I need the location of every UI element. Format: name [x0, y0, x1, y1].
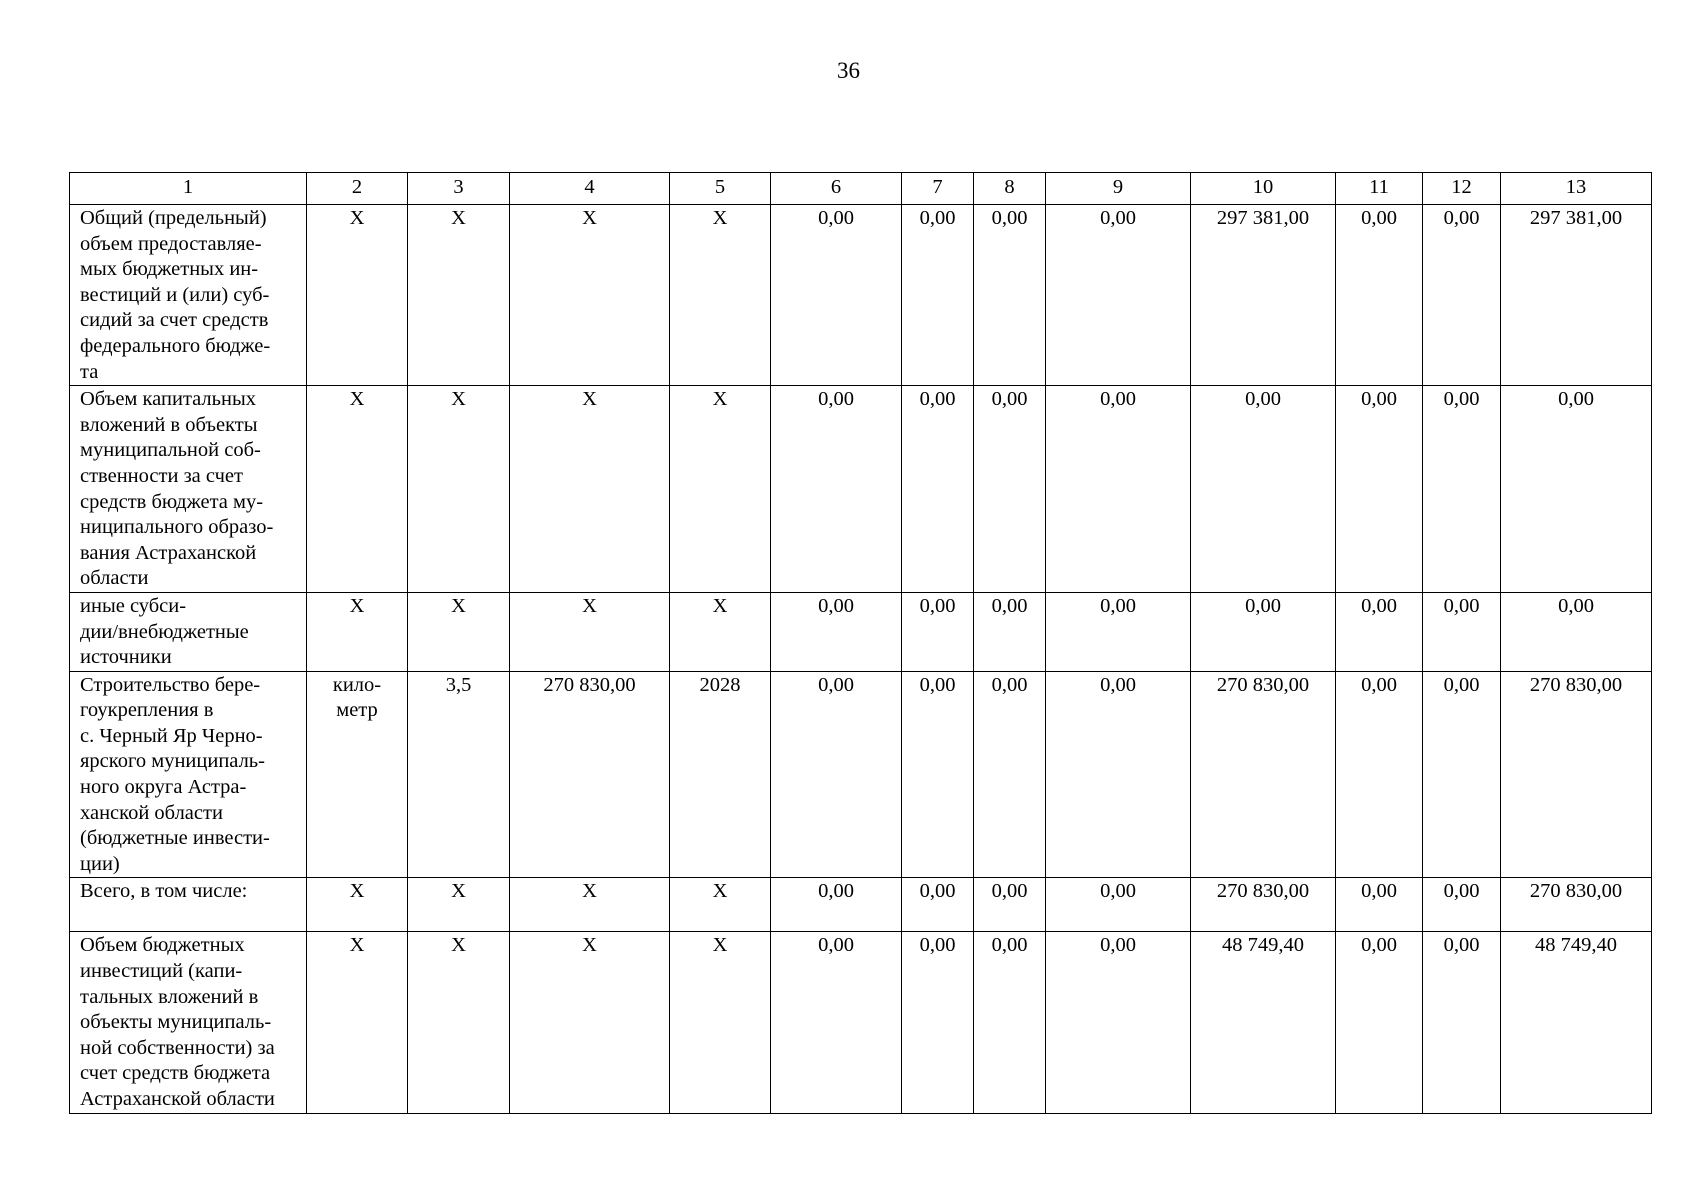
- table-cell: 0,00: [1046, 878, 1191, 932]
- table-row: [70, 386, 1652, 593]
- column-header: 8: [974, 173, 1046, 205]
- table-cell: 0,00: [1046, 592, 1191, 671]
- table-cell: 0,00: [1423, 671, 1501, 878]
- table-cell: 0,00: [771, 386, 902, 593]
- table-cell: Х: [307, 878, 408, 932]
- column-header: 10: [1191, 173, 1336, 205]
- table-cell: 0,00: [1046, 932, 1191, 1113]
- table-cell: 0,00: [974, 671, 1046, 878]
- table-cell: 0,00: [1336, 932, 1423, 1113]
- table-cell: 0,00: [902, 878, 974, 932]
- column-header: 13: [1501, 173, 1652, 205]
- column-header: 11: [1336, 173, 1423, 205]
- table-cell: Х: [307, 205, 408, 386]
- table-cell: 0,00: [771, 878, 902, 932]
- table-cell: 297 381,00: [1501, 205, 1652, 386]
- row-label: Всего, в том числе:: [70, 878, 307, 932]
- table-cell: 0,00: [1191, 592, 1336, 671]
- table-cell: Х: [408, 386, 510, 593]
- budget-table: [69, 172, 1652, 1114]
- table-cell: 0,00: [974, 386, 1046, 593]
- table-cell: Х: [510, 205, 670, 386]
- table-cell: Х: [307, 386, 408, 593]
- table-cell: 48 749,40: [1501, 932, 1652, 1113]
- table-cell: 0,00: [1501, 592, 1652, 671]
- table-cell: Х: [510, 386, 670, 593]
- table-cell: Х: [408, 205, 510, 386]
- column-number-row: [70, 173, 1652, 205]
- table-row: [70, 592, 1652, 671]
- table-cell: 0,00: [771, 592, 902, 671]
- table-cell: Х: [670, 878, 771, 932]
- table-cell: 0,00: [1423, 592, 1501, 671]
- page-number: 36: [837, 58, 860, 83]
- row-label: Строительство бере- гоукрепления в с. Черный Яр Черно- ярского муниципаль- ного округа Астра- ханской области (бюджетные инвести- ции): [70, 671, 307, 878]
- table-cell: 0,00: [902, 671, 974, 878]
- table-cell: 270 830,00: [1191, 878, 1336, 932]
- table-cell: 0,00: [1423, 932, 1501, 1113]
- table-cell: 0,00: [902, 932, 974, 1113]
- table-row: [70, 878, 1652, 932]
- table-cell: Х: [510, 932, 670, 1113]
- table-cell: 0,00: [1336, 671, 1423, 878]
- table-cell: 0,00: [1191, 386, 1336, 593]
- table-cell: 0,00: [1423, 205, 1501, 386]
- table-cell: 0,00: [1336, 386, 1423, 593]
- table-cell: Х: [670, 205, 771, 386]
- column-header: 6: [771, 173, 902, 205]
- table-row: [70, 932, 1652, 1113]
- row-label: Объем капитальных вложений в объекты муниципальной соб- ственности за счет средств бюджета му- ниципального образо- вания Астраханской области: [70, 386, 307, 593]
- column-header: 9: [1046, 173, 1191, 205]
- row-label: Объем бюджетных инвестиций (капи- тальных вложений в объекты муниципаль- ной собственности) за счет средств бюджета Астраханской области: [70, 932, 307, 1113]
- table-cell: 0,00: [771, 671, 902, 878]
- table-cell: 0,00: [1336, 592, 1423, 671]
- table-cell: 0,00: [1336, 878, 1423, 932]
- table-cell: 0,00: [1046, 671, 1191, 878]
- table-cell: кило- метр: [307, 671, 408, 878]
- table-cell: Х: [510, 878, 670, 932]
- column-header: 2: [307, 173, 408, 205]
- table-cell: 270 830,00: [510, 671, 670, 878]
- column-header: 12: [1423, 173, 1501, 205]
- table-cell: 0,00: [771, 932, 902, 1113]
- table-cell: 48 749,40: [1191, 932, 1336, 1113]
- table-cell: 0,00: [1501, 386, 1652, 593]
- table-cell: 0,00: [974, 592, 1046, 671]
- table-cell: 0,00: [902, 205, 974, 386]
- table-cell: 270 830,00: [1501, 671, 1652, 878]
- table-cell: 0,00: [1046, 205, 1191, 386]
- row-label: иные субси- дии/внебюджетные источники: [70, 592, 307, 671]
- row-label: Общий (предельный) объем предоставляе- мых бюджетных ин- вестиций и (или) суб- сидий за счет средств федерального бюдже- та: [70, 205, 307, 386]
- table-cell: Х: [670, 592, 771, 671]
- table-cell: 0,00: [902, 592, 974, 671]
- column-header: 1: [70, 173, 307, 205]
- table-cell: 0,00: [1423, 878, 1501, 932]
- table-cell: 0,00: [902, 386, 974, 593]
- table-cell: 0,00: [974, 932, 1046, 1113]
- table-cell: Х: [408, 592, 510, 671]
- table-cell: Х: [408, 878, 510, 932]
- table-row: [70, 671, 1652, 878]
- table-cell: Х: [670, 932, 771, 1113]
- table-cell: Х: [307, 592, 408, 671]
- column-header: 4: [510, 173, 670, 205]
- table-cell: Х: [510, 592, 670, 671]
- table-cell: 0,00: [1046, 386, 1191, 593]
- table-cell: 270 830,00: [1501, 878, 1652, 932]
- table-cell: 2028: [670, 671, 771, 878]
- table-cell: 0,00: [974, 878, 1046, 932]
- table-cell: Х: [307, 932, 408, 1113]
- column-header: 3: [408, 173, 510, 205]
- table-cell: 297 381,00: [1191, 205, 1336, 386]
- table-cell: Х: [670, 386, 771, 593]
- table-cell: 270 830,00: [1191, 671, 1336, 878]
- column-header: 5: [670, 173, 771, 205]
- table-cell: 0,00: [974, 205, 1046, 386]
- column-header: 7: [902, 173, 974, 205]
- table-cell: 3,5: [408, 671, 510, 878]
- table-cell: Х: [408, 932, 510, 1113]
- table-cell: 0,00: [1336, 205, 1423, 386]
- table-row: [70, 205, 1652, 386]
- table-cell: 0,00: [1423, 386, 1501, 593]
- table-cell: 0,00: [771, 205, 902, 386]
